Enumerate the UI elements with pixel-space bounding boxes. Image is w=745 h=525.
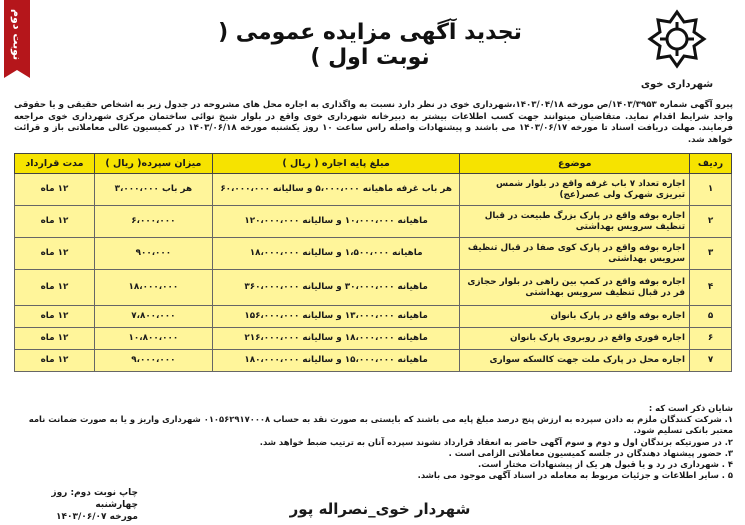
cell-subject: اجاره بوفه واقع در پارک کوی صفا در قبال تنظیف سرویس بهداشتی bbox=[460, 238, 690, 270]
title-box bbox=[200, 20, 540, 70]
col-header-base: مبلغ پایه اجاره ( ریال ) bbox=[212, 154, 460, 174]
cell-idx: ۷ bbox=[690, 350, 732, 372]
page-title: تجدید آگهی مزایده عمومی ( نوبت اول ) bbox=[218, 20, 522, 70]
round-ribbon: نوبت دوم bbox=[4, 0, 30, 70]
cell-idx: ۵ bbox=[690, 306, 732, 328]
cell-deposit: ۱۸،۰۰۰،۰۰۰ bbox=[94, 270, 212, 306]
cell-idx: ۱ bbox=[690, 174, 732, 206]
table-row bbox=[15, 270, 732, 306]
print-info bbox=[18, 487, 138, 523]
ribbon-tail bbox=[4, 70, 30, 78]
cell-base: ماهیانه ۱۳،۰۰۰،۰۰۰ و سالیانه ۱۵۶،۰۰۰،۰۰۰ bbox=[212, 306, 460, 328]
cell-duration: ۱۲ ماه bbox=[15, 270, 95, 306]
table-row bbox=[15, 328, 732, 350]
table-row bbox=[15, 306, 732, 328]
note-item: ۲. در صورتیکه برندگان اول و دوم و سوم آگهی حاضر به انعقاد قرارداد نشوند سپرده آنان به ترتیب ضبط خواهد شد. bbox=[259, 436, 733, 447]
note-item: ۳. حضور پیشنهاد دهندگان در جلسه کمیسیون معاملاتی الزامی است . bbox=[448, 447, 733, 458]
cell-duration: ۱۲ ماه bbox=[15, 328, 95, 350]
cell-subject: اجاره بوفه واقع در کمپ بین راهی در بلوار حجازی فر در قبال تنظیف سرویس بهداشتی bbox=[460, 270, 690, 306]
cell-duration: ۱۲ ماه bbox=[15, 350, 95, 372]
mayor-signature: شهردار خوی_نصراله پور bbox=[289, 500, 471, 518]
cell-idx: ۴ bbox=[690, 270, 732, 306]
cell-duration: ۱۲ ماه bbox=[15, 238, 95, 270]
table-header-row bbox=[15, 154, 732, 174]
cell-deposit: هر باب ۳،۰۰۰،۰۰۰ bbox=[94, 174, 212, 206]
table-row bbox=[15, 350, 732, 372]
cell-subject: اجاره فوری واقع در روبروی پارک بانوان bbox=[460, 328, 690, 350]
cell-duration: ۱۲ ماه bbox=[15, 206, 95, 238]
table-row bbox=[15, 206, 732, 238]
cell-subject: اجاره بوفه واقع در پارک بزرگ طبیعت در قبال تنظیف سرویس بهداشتی bbox=[460, 206, 690, 238]
auction-table bbox=[14, 153, 732, 372]
cell-idx: ۳ bbox=[690, 238, 732, 270]
notes-heading: شایان ذکر است که : bbox=[648, 403, 733, 413]
note-item: ۵ . سایر اطلاعات و جزئیات مربوط به معامله در اسناد آگهی موجود می باشد. bbox=[417, 470, 733, 481]
header bbox=[0, 0, 745, 96]
cell-base: ماهیانه ۱۰،۰۰۰،۰۰۰ و سالیانه ۱۲۰،۰۰۰،۰۰۰ bbox=[212, 206, 460, 238]
note-item: ۱. شرکت کنندگان ملزم به دادن سپرده به ارزش پنج درصد مبلغ پایه می باشند که بایستی به صورت نقد به حساب ۰۱۰۵۶۲۹۱۷۰۰۰۸ شهرداری واریز و یا به صورت ضمانت نامه معتبر بانکی تسلیم شود. bbox=[28, 414, 733, 436]
col-header-duration: مدت قرارداد bbox=[15, 154, 95, 174]
cell-deposit: ۱۰،۸۰۰،۰۰۰ bbox=[94, 328, 212, 350]
cell-base: ماهیانه ۱،۵۰۰،۰۰۰ و سالیانه ۱۸،۰۰۰،۰۰۰ bbox=[212, 238, 460, 270]
cell-subject: اجاره بوفه واقع در پارک بانوان bbox=[460, 306, 690, 328]
notes-section bbox=[14, 403, 733, 481]
municipality-logo bbox=[637, 8, 717, 92]
cell-deposit: ۶،۰۰۰،۰۰۰ bbox=[94, 206, 212, 238]
col-header-idx: ردیف bbox=[690, 154, 732, 174]
cell-base: ماهیانه ۱۵،۰۰۰،۰۰۰ و سالیانه ۱۸۰،۰۰۰،۰۰۰ bbox=[212, 350, 460, 372]
cell-subject: اجاره تعداد ۷ باب غرفه واقع در بلوار شمس تبریزی شهرک ولی عصر(عج) bbox=[460, 174, 690, 206]
cell-deposit: ۹،۰۰۰،۰۰۰ bbox=[94, 350, 212, 372]
cell-subject: اجاره محل در پارک ملت جهت کالسکه سواری bbox=[460, 350, 690, 372]
cell-idx: ۶ bbox=[690, 328, 732, 350]
intro-paragraph: پیرو آگهی شماره ۱۴۰۳/۳۹۵۳/ص مورخه ۱۴۰۳/۰۴/۱۸،شهرداری خوی در نظر دارد نسبت به واگذاری به اجاره محل های مشروحه در جدول زیر به اشخاص حقیقی و یا حقوقی واجد شرایط اقدام نماید. متقاضیان میتوانند جهت کسب اطلاعات بیشتر به دبیرخانه شهرداری خوی واقع در بلوار شیخ نوائی ساختمان مرکزی شهرداری خوی مراجعه فرمایند. مهلت دریافت اسناد تا مورخه ۱۴۰۳/۰۶/۱۷ می باشند و پیشنهادات واصله راس ساعت ۱۰ روز یکشنبه مورخه ۱۴۰۳/۰۶/۱۸ در کمیسیون عالی معاملاتی باز و قرائت خواهد شد. bbox=[14, 100, 734, 145]
cell-deposit: ۷،۸۰۰،۰۰۰ bbox=[94, 306, 212, 328]
cell-duration: ۱۲ ماه bbox=[15, 306, 95, 328]
cell-duration: ۱۲ ماه bbox=[15, 174, 95, 206]
table-row bbox=[15, 238, 732, 270]
col-header-deposit: میزان سپرده( ریال ) bbox=[94, 154, 212, 174]
cell-base: ماهیانه ۱۸،۰۰۰،۰۰۰ و سالیانه ۲۱۶،۰۰۰،۰۰۰ bbox=[212, 328, 460, 350]
cell-base: هر باب غرفه ماهیانه ۵،۰۰۰،۰۰۰ و سالیانه ۶۰،۰۰۰،۰۰۰ bbox=[212, 174, 460, 206]
cell-deposit: ۹۰۰،۰۰۰ bbox=[94, 238, 212, 270]
table-row bbox=[15, 174, 732, 206]
print-label: چاپ نوبت دوم: روز چهارشنبه bbox=[51, 488, 138, 510]
logo-caption: شهرداری خوی bbox=[640, 79, 714, 90]
col-header-subject: موضوع bbox=[460, 154, 690, 174]
print-date: مورخه ۱۴۰۳/۰۶/۰۷ bbox=[55, 512, 138, 522]
cell-idx: ۲ bbox=[690, 206, 732, 238]
logo-emblem-icon bbox=[646, 8, 708, 70]
note-item: ۴ . شهرداری در رد و یا قبول هر یک از پیشنهادات مختار است. bbox=[478, 459, 733, 470]
cell-base: ماهیانه ۳۰،۰۰۰،۰۰۰ و سالیانه ۳۶۰،۰۰۰،۰۰۰ bbox=[212, 270, 460, 306]
